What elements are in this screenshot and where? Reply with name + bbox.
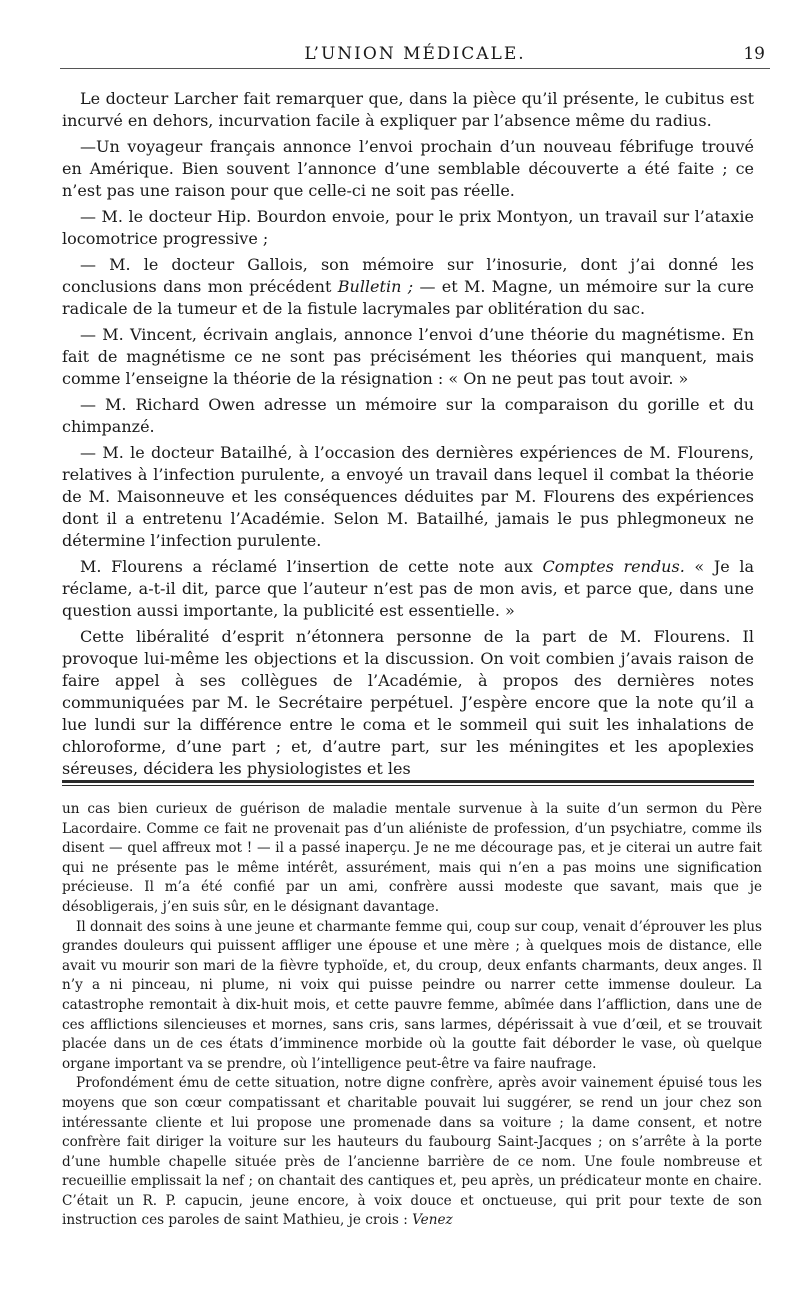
paragraph-liberalite: Cette libéralité d’esprit n’étonnera personne de la part de M. Flourens. Il provoque lui-même les objections et la discussion. On voit combien j’avais raison de faire appel à ses collègues de l’Académie, à propos des dernières notes communiquées par M. le Secrétaire perpétuel. J’espère encore que la note qu’il a lue lundi sur la différence entre le coma et le sommeil qui suit les inhalations de chloroforme, d’une part ; et, d’autre part, sur les méningites et les apoplexies séreuses, décidera les physiologistes et les [62, 627, 754, 778]
page-number: 19 [743, 44, 765, 64]
paragraph-bourdon: — M. le docteur Hip. Bourdon envoie, pour le prix Montyon, un travail sur l’ataxie locomotrice progressive ; [62, 207, 754, 248]
footnote-paragraph-1: un cas bien curieux de guérison de maladie mentale survenue à la suite d’un sermon du Père Lacordaire. Comme ce fait ne provenait pas d’un aliéniste de profession, d’un psychiatre, comme ils disent — quel affreux mot ! — il a passé inaperçu. Je ne me décourage pas, et je citerai un autre fait qui ne présente pas le même intérêt, assurément, mais qui n’en a pas moins une signification précieuse. Il m’a été confié par un ami, confrère aussi modeste que savant, mais que je désobligerais, j’en suis sûr, en le désignant davantage. [62, 801, 762, 915]
paragraph-vincent: — M. Vincent, écrivain anglais, annonce l’envoi d’une théorie du magnétisme. En fait de magnétisme ce ne sont pas précisément les théories qui manquent, mais comme l’enseigne la théorie de la résignation : « On ne peut pas tout avoir. » [62, 325, 754, 388]
paragraph-gallois-text-b: — et M. Magne, un mémoire sur la cure radicale de la tumeur et de la fistule lacrymales par oblitération du sac. [62, 277, 754, 318]
paragraph-febrifuge: —Un voyageur français annonce l’envoi prochain d’un nouveau fébrifuge trouvé en Amérique. Bien souvent l’annonce d’une semblable découverte a été faite ; ce n’est pas une raison pour que celle-ci ne soit pas réelle. [62, 137, 754, 200]
italic-venez: Venez [412, 1212, 453, 1229]
italic-comptes-rendus: Comptes rendus. [542, 557, 685, 576]
footnote-paragraph-3-text: Profondément ému de cette situation, notre digne confrère, après avoir vainement épuisé tous les moyens que son cœur compatissant et charitable pouvait lui suggérer, se rend un jour chez son intéressante cliente et lui propose une promenade dans sa voiture ; la dame consent, et notre confrère fait diriger la voiture sur les hauteurs du faubourg Saint-Jacques ; on s’arrête à la porte d’une humble chapelle située près de l’ancienne barrière de ce nom. Une foule nombreuse et recueillie emplissait la nef ; on chantait des cantiques et, peu après, un prédicateur monte en chaire. C’était un R. P. capucin, jeune encore, à voix douce et onctueuse, qui prit pour texte de son instruction ces paroles de saint Mathieu, je crois : [62, 1075, 762, 1229]
main-text [62, 88, 754, 784]
running-header [60, 38, 770, 69]
paragraph-larcher: Le docteur Larcher fait remarquer que, dans la pièce qu’il présente, le cubitus est incurvé en dehors, incurvation facile à expliquer par l’absence même du radius. [62, 89, 754, 130]
journal-title: L’UNION MÉDICALE. [304, 44, 526, 64]
footnote-text [62, 800, 762, 1231]
paragraph-flourens-text-b: « Je la réclame, a-t-il dit, parce que l’auteur n’est pas de mon avis, et parce que, dans une question aussi importante, la publicité est essentielle. » [62, 557, 755, 620]
footnote-separator [62, 780, 754, 786]
separator-thick-rule [62, 780, 754, 783]
paragraph-batailhe: — M. le docteur Batailhé, à l’occasion des dernières expériences de M. Flourens, relatives à l’infection purulente, a envoyé un travail dans lequel il combat la théorie de M. Maisonneuve et les conséquences déduites par M. Flourens des expériences dont il a entretenu l’Académie. Selon M. Batailhé, jamais le pus phlegmoneux ne détermine l’infection purulente. [62, 443, 754, 550]
italic-bulletin: Bulletin ; [337, 277, 414, 296]
footnote-paragraph-2: Il donnait des soins à une jeune et charmante femme qui, coup sur coup, venait d’éprouver les plus grandes douleurs qui puissent affliger une épouse et une mère ; à quelques mois de distance, elle avait vu mourir son mari de la fièvre typhoïde, et, du croup, deux enfants charmants, deux anges. Il n’y a ni pinceau, ni plume, ni voix qui puisse peindre ou narrer cette immense douleur. La catastrophe remontait à dix-huit mois, et cette pauvre femme, abîmée dans l’affliction, dans une de ces afflictions silencieuses et mornes, sans cris, sans larmes, dépérissait à vue d’œil, et se trouvait placée dans un de ces états d’imminence morbide où la goutte fait déborder le vase, où quelque organe important va se prendre, où l’intelligence peut-être va faire naufrage. [62, 918, 762, 1072]
paragraph-flourens-note [62, 556, 754, 622]
paragraph-owen: — M. Richard Owen adresse un mémoire sur la comparaison du gorille et du chimpanzé. [62, 395, 754, 436]
paragraph-gallois [62, 254, 754, 320]
separator-thin-rule [62, 785, 754, 786]
paragraph-flourens-text-a: M. Flourens a réclamé l’insertion de cette note aux [80, 557, 533, 576]
paragraph-gallois-text-a: — M. le docteur Gallois, son mémoire sur l’inosurie, dont j’ai donné les conclusions dans mon précédent [62, 255, 754, 296]
footnote-paragraph-3 [62, 1074, 762, 1231]
